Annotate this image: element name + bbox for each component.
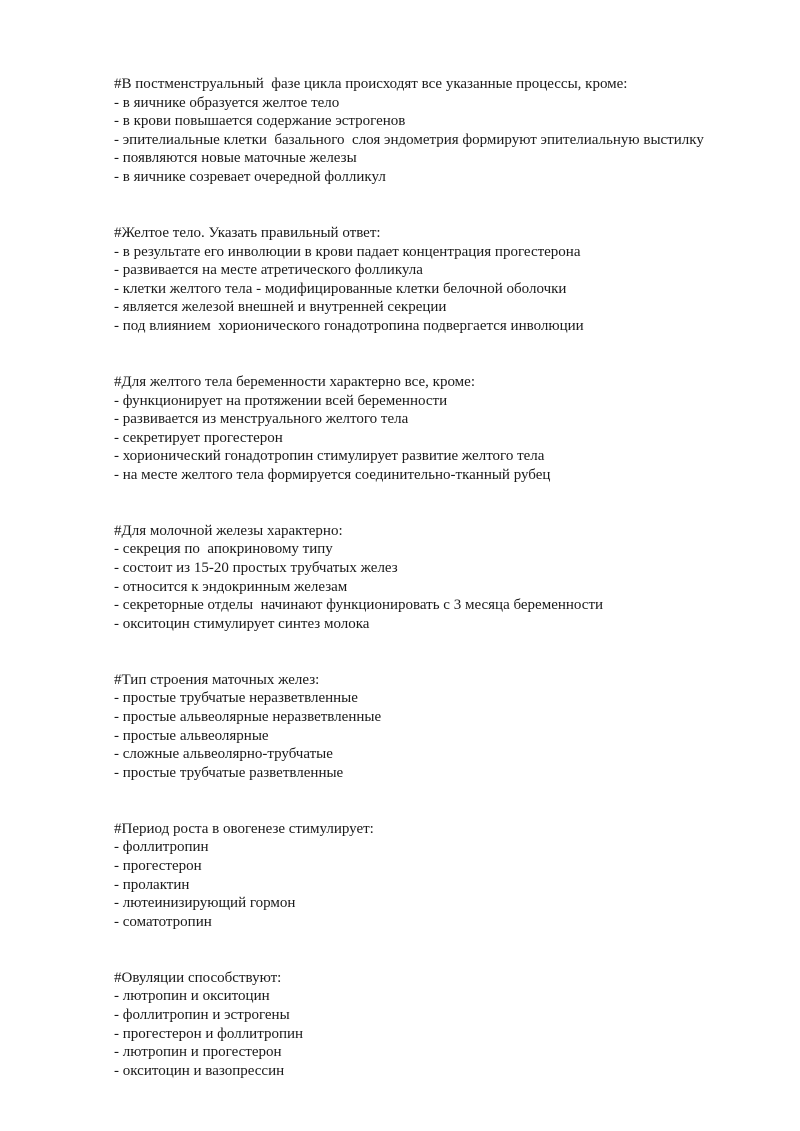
answer-option: - лютропин и прогестерон xyxy=(114,1044,282,1061)
answer-option: - на месте желтого тела формируется соединительно-тканный рубец xyxy=(114,466,551,483)
document-page xyxy=(114,75,754,1118)
question-block xyxy=(114,969,754,1081)
question-title: #Желтое тело. Указать правильный ответ: xyxy=(114,224,381,241)
answer-option: - относится к эндокринным железам xyxy=(114,578,348,595)
question-title: #Тип строения маточных желез: xyxy=(114,671,320,688)
answer-option: - функционирует на протяжении всей беременности xyxy=(114,392,448,409)
question-block xyxy=(114,224,754,336)
answer-option: - секреция по апокриновому типу xyxy=(114,541,333,558)
answer-option: - фоллитропин и эстрогены xyxy=(114,1006,290,1023)
question-block xyxy=(114,522,754,634)
answer-option: - в крови повышается содержание эстрогенов xyxy=(114,113,406,130)
question-block xyxy=(114,820,754,932)
answer-option: - лютропин и окситоцин xyxy=(114,988,270,1005)
answer-option: - в яичнике созревает очередной фолликул xyxy=(114,168,386,185)
question-block xyxy=(114,373,754,485)
answer-option: - простые трубчатые неразветвленные xyxy=(114,690,358,707)
answer-option: - является железой внешней и внутренней секреции xyxy=(114,299,447,316)
answer-option: - секретирует прогестерон xyxy=(114,429,283,446)
answer-option: - окситоцин стимулирует синтез молока xyxy=(114,615,370,632)
answer-option: - в яичнике образуется желтое тело xyxy=(114,94,340,111)
answer-option: - простые альвеолярные xyxy=(114,727,269,744)
answer-option: - развивается из менструального желтого тела xyxy=(114,411,409,428)
question-block xyxy=(114,671,754,783)
answer-option: - эпителиальные клетки базального слоя эндометрия формируют эпителиальную выстилку xyxy=(114,131,704,148)
question-title: #Овуляции способствуют: xyxy=(114,969,282,986)
answer-option: - состоит из 15-20 простых трубчатых желез xyxy=(114,560,398,577)
question-title: #Период роста в овогенезе стимулирует: xyxy=(114,820,374,837)
answer-option: - клетки желтого тела - модифицированные клетки белочной оболочки xyxy=(114,280,567,297)
answer-option: - пролактин xyxy=(114,876,190,893)
answer-option: - сложные альвеолярно-трубчатые xyxy=(114,746,333,763)
answer-option: - соматотропин xyxy=(114,913,212,930)
answer-option: - лютеинизирующий гормон xyxy=(114,895,296,912)
answer-option: - появляются новые маточные железы xyxy=(114,150,357,167)
answer-option: - окситоцин и вазопрессин xyxy=(114,1062,285,1079)
answer-option: - прогестерон xyxy=(114,857,202,874)
question-title: #В постменструальный фазе цикла происходят все указанные процессы, кроме: xyxy=(114,76,628,92)
answer-option: - в результате его инволюции в крови падает концентрация прогестерона xyxy=(114,243,581,260)
answer-option: - фоллитропин xyxy=(114,839,209,856)
answer-option: - хорионический гонадотропин стимулирует развитие желтого тела xyxy=(114,448,545,465)
answer-option: - прогестерон и фоллитропин xyxy=(114,1025,304,1042)
question-block xyxy=(114,75,754,187)
question-title: #Для молочной железы характерно: xyxy=(114,522,343,539)
answer-option: - простые трубчатые разветвленные xyxy=(114,764,344,781)
answer-option: - простые альвеолярные неразветвленные xyxy=(114,709,382,725)
question-title: #Для желтого тела беременности характерно все, кроме: xyxy=(114,373,475,390)
answer-option: - секреторные отделы начинают функционировать с 3 месяца беременности xyxy=(114,597,604,614)
answer-option: - развивается на месте атретического фолликула xyxy=(114,262,423,279)
answer-option: - под влиянием хорионического гонадотропина подвергается инволюции xyxy=(114,317,584,334)
